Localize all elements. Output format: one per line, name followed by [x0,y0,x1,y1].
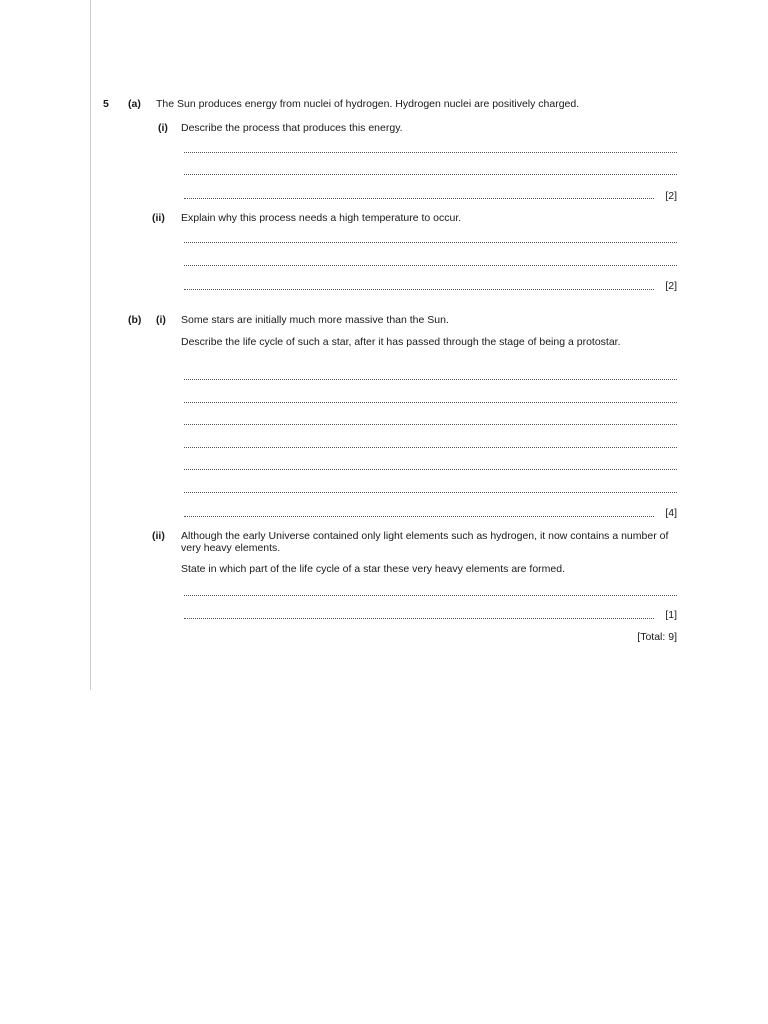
part-b-ii-text: Although the early Universe contained only light elements such as hydrogen, it now contains a number of very heavy elements. [181,530,669,554]
part-a-stem: The Sun produces energy from nuclei of hydrogen. Hydrogen nuclei are positively charged. [156,98,580,110]
part-b-i-instruction: Describe the life cycle of such a star, after it has passed through the stage of being a protostar. [181,336,621,348]
marks-label: [1] [665,609,677,621]
part-a-label: (a) [128,98,141,110]
answer-line[interactable] [184,424,677,425]
part-b-ii-instruction: State in which part of the life cycle of a star these very heavy elements are formed. [181,563,566,575]
part-b-i-label: (i) [156,314,166,326]
part-b-ii-label: (ii) [152,530,165,542]
question-number: 5 [103,98,109,110]
answer-line[interactable] [184,242,677,243]
answer-line[interactable] [184,447,677,448]
answer-line[interactable] [184,289,654,290]
part-b-label: (b) [128,314,142,326]
part-a-i-text: Describe the process that produces this energy. [181,122,403,134]
total-marks: [Total: 9] [637,631,677,643]
answer-line[interactable] [184,516,654,517]
part-a-ii-label: (ii) [152,212,165,224]
answer-line[interactable] [184,492,677,493]
answer-line[interactable] [184,402,677,403]
answer-line[interactable] [184,595,677,596]
answer-line[interactable] [184,152,677,153]
answer-line[interactable] [184,469,677,470]
marks-label: [2] [665,280,677,292]
marks-label: [4] [665,507,677,519]
part-b-i-text: Some stars are initially much more massive than the Sun. [181,314,449,326]
answer-line[interactable] [184,174,677,175]
page-margin-rule [90,0,91,690]
answer-line[interactable] [184,198,654,199]
answer-line[interactable] [184,379,677,380]
answer-line[interactable] [184,618,654,619]
marks-label: [2] [665,190,677,202]
part-a-ii-text: Explain why this process needs a high temperature to occur. [181,212,462,224]
part-a-i-label: (i) [158,122,168,134]
answer-line[interactable] [184,265,677,266]
